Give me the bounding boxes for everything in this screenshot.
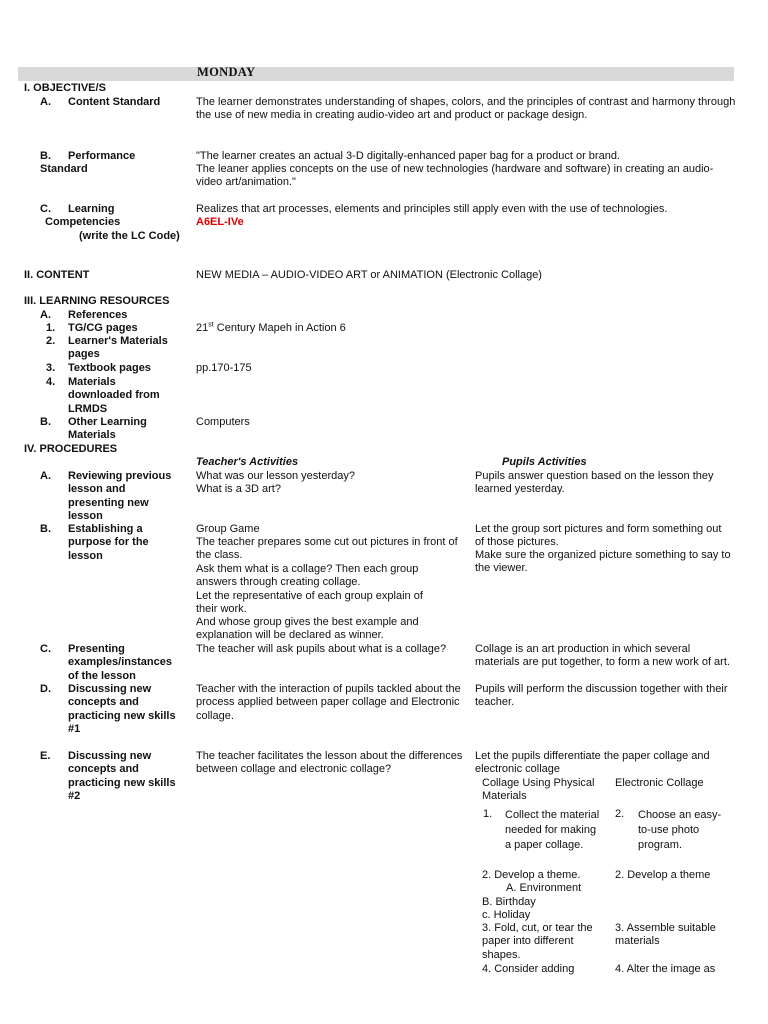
step-d-teacher: Teacher with the interaction of pupils tackled about the process applied between paper collage and Electronic collage.: [196, 683, 461, 722]
other-materials-value: Computers: [196, 416, 250, 428]
step-b-letter: B.: [40, 523, 51, 535]
compare-l2: 2. Develop a theme.: [482, 869, 581, 881]
compare-left-header: Collage Using Physical Materials: [482, 777, 595, 803]
step-c-letter: C.: [40, 643, 51, 655]
step-b-teacher-4: Let the representative of each group explain of their work.: [196, 590, 423, 616]
step-b-label: Establishing a purpose for the lesson: [68, 523, 149, 562]
step-e-label: Discussing new concepts and practicing new skills #2: [68, 750, 176, 803]
step-b-pupils-2: Make sure the organized picture something to say to the viewer.: [475, 549, 731, 575]
lm-num: 2.: [46, 335, 56, 347]
teacher-activities-header: Teacher's Activities: [196, 456, 299, 468]
lc-code: A6EL-IVe: [196, 216, 244, 228]
step-b-teacher-3: Ask them what is a collage? Then each group answers through creating collage.: [196, 563, 419, 589]
step-e-pupils: Let the pupils differentiate the paper collage and electronic collage: [475, 750, 710, 776]
step-e-teacher: The teacher facilitates the lesson about the differences between collage and electronic collage?: [196, 750, 463, 776]
references-label: References: [68, 309, 128, 321]
compare-right-header: Electronic Collage: [615, 777, 704, 789]
performance-standard-label: Performance: [68, 150, 136, 162]
resources-heading: III. LEARNING RESOURCES: [24, 295, 170, 307]
step-b-pupils-1: Let the group sort pictures and form something out of those pictures.: [475, 523, 722, 549]
compare-l1-text: Collect the material needed for making a paper collage.: [505, 809, 600, 852]
lrmds-label: Materials downloaded from LRMDS: [68, 376, 160, 415]
compare-r1-num: 2.: [615, 808, 625, 820]
content-standard-letter: A.: [40, 96, 51, 108]
competencies-label-3: (write the LC Code): [79, 230, 180, 242]
compare-l2c: c. Holiday: [482, 909, 531, 921]
performance-standard-text-1: "The learner creates an actual 3-D digitally-enhanced paper bag for a product or brand.: [196, 150, 620, 162]
textbook-label: Textbook pages: [68, 362, 151, 374]
content-heading: II. CONTENT: [24, 269, 90, 281]
step-b-teacher-5: And whose group gives the best example and explanation will be declared as winner.: [196, 616, 419, 642]
textbook-value: pp.170-175: [196, 362, 252, 374]
performance-standard-letter: B.: [40, 150, 51, 162]
step-b-teacher-1: Group Game: [196, 523, 260, 535]
references-letter: A.: [40, 309, 51, 321]
compare-l2b: B. Birthday: [482, 896, 536, 908]
day-heading: MONDAY: [197, 65, 256, 79]
textbook-num: 3.: [46, 362, 56, 374]
compare-r1-text: Choose an easy-to-use photo program.: [638, 809, 722, 852]
tg-cg-label: TG/CG pages: [68, 322, 138, 334]
competencies-text: Realizes that art processes, elements and principles still apply even with the use of technologies.: [196, 203, 668, 215]
procedures-heading: IV. PROCEDURES: [24, 443, 118, 455]
objectives-heading: I. OBJECTIVE/S: [24, 82, 106, 94]
step-a-teacher-2: What is a 3D art?: [196, 483, 281, 495]
step-c-teacher: The teacher will ask pupils about what is a collage?: [196, 643, 447, 655]
pupils-activities-header: Pupils Activities: [502, 456, 587, 468]
step-a-letter: A.: [40, 470, 51, 482]
step-b-teacher-2: The teacher prepares some cut out pictures in front of the class.: [196, 536, 458, 562]
compare-r3: 3. Assemble suitable materials: [615, 922, 716, 948]
step-a-teacher-1: What was our lesson yesterday?: [196, 470, 355, 482]
content-text: NEW MEDIA – AUDIO-VIDEO ART or ANIMATION (Electronic Collage): [196, 269, 542, 281]
step-d-pupils: Pupils will perform the discussion together with their teacher.: [475, 683, 728, 709]
compare-r4: 4. Alter the image as: [615, 963, 716, 975]
lrmds-num: 4.: [46, 376, 56, 388]
content-standard-text: The learner demonstrates understanding of shapes, colors, and the principles of contrast and harmony through the use of new media in creating audio-video art and product or package design.: [196, 96, 736, 122]
header-bar: [18, 67, 734, 81]
performance-standard-label-2: Standard: [40, 163, 88, 175]
step-c-pupils: Collage is an art production in which several materials are put together, to form a new work of art.: [475, 643, 730, 669]
compare-l3: 3. Fold, cut, or tear the paper into different shapes.: [482, 922, 593, 961]
compare-l2a: A. Environment: [506, 882, 582, 894]
tg-cg-value: 21st Century Mapeh in Action 6: [196, 321, 346, 334]
other-materials-letter: B.: [40, 416, 51, 428]
lm-label: Learner's Materials pages: [68, 335, 168, 361]
compare-l4: 4. Consider adding: [482, 963, 575, 975]
content-standard-label: Content Standard: [68, 96, 161, 108]
performance-standard-text-2: The leaner applies concepts on the use of new technologies (hardware and software) in creating an audio-video art/animation.": [196, 163, 714, 189]
step-c-label: Presenting examples/instances of the lesson: [68, 643, 172, 682]
competencies-label: Learning: [68, 203, 115, 215]
compare-l1-num: 1.: [483, 808, 493, 820]
step-a-label: Reviewing previous lesson and presenting new lesson: [68, 470, 172, 523]
step-d-letter: D.: [40, 683, 51, 695]
step-d-label: Discussing new concepts and practicing new skills #1: [68, 683, 176, 736]
competencies-label-2: Competencies: [45, 216, 121, 228]
compare-r2: 2. Develop a theme: [615, 869, 711, 881]
step-a-pupils: Pupils answer question based on the lesson they learned yesterday.: [475, 470, 714, 496]
competencies-letter: C.: [40, 203, 51, 215]
step-e-letter: E.: [40, 750, 51, 762]
other-materials-label: Other Learning Materials: [68, 416, 147, 442]
tg-cg-num: 1.: [46, 322, 56, 334]
